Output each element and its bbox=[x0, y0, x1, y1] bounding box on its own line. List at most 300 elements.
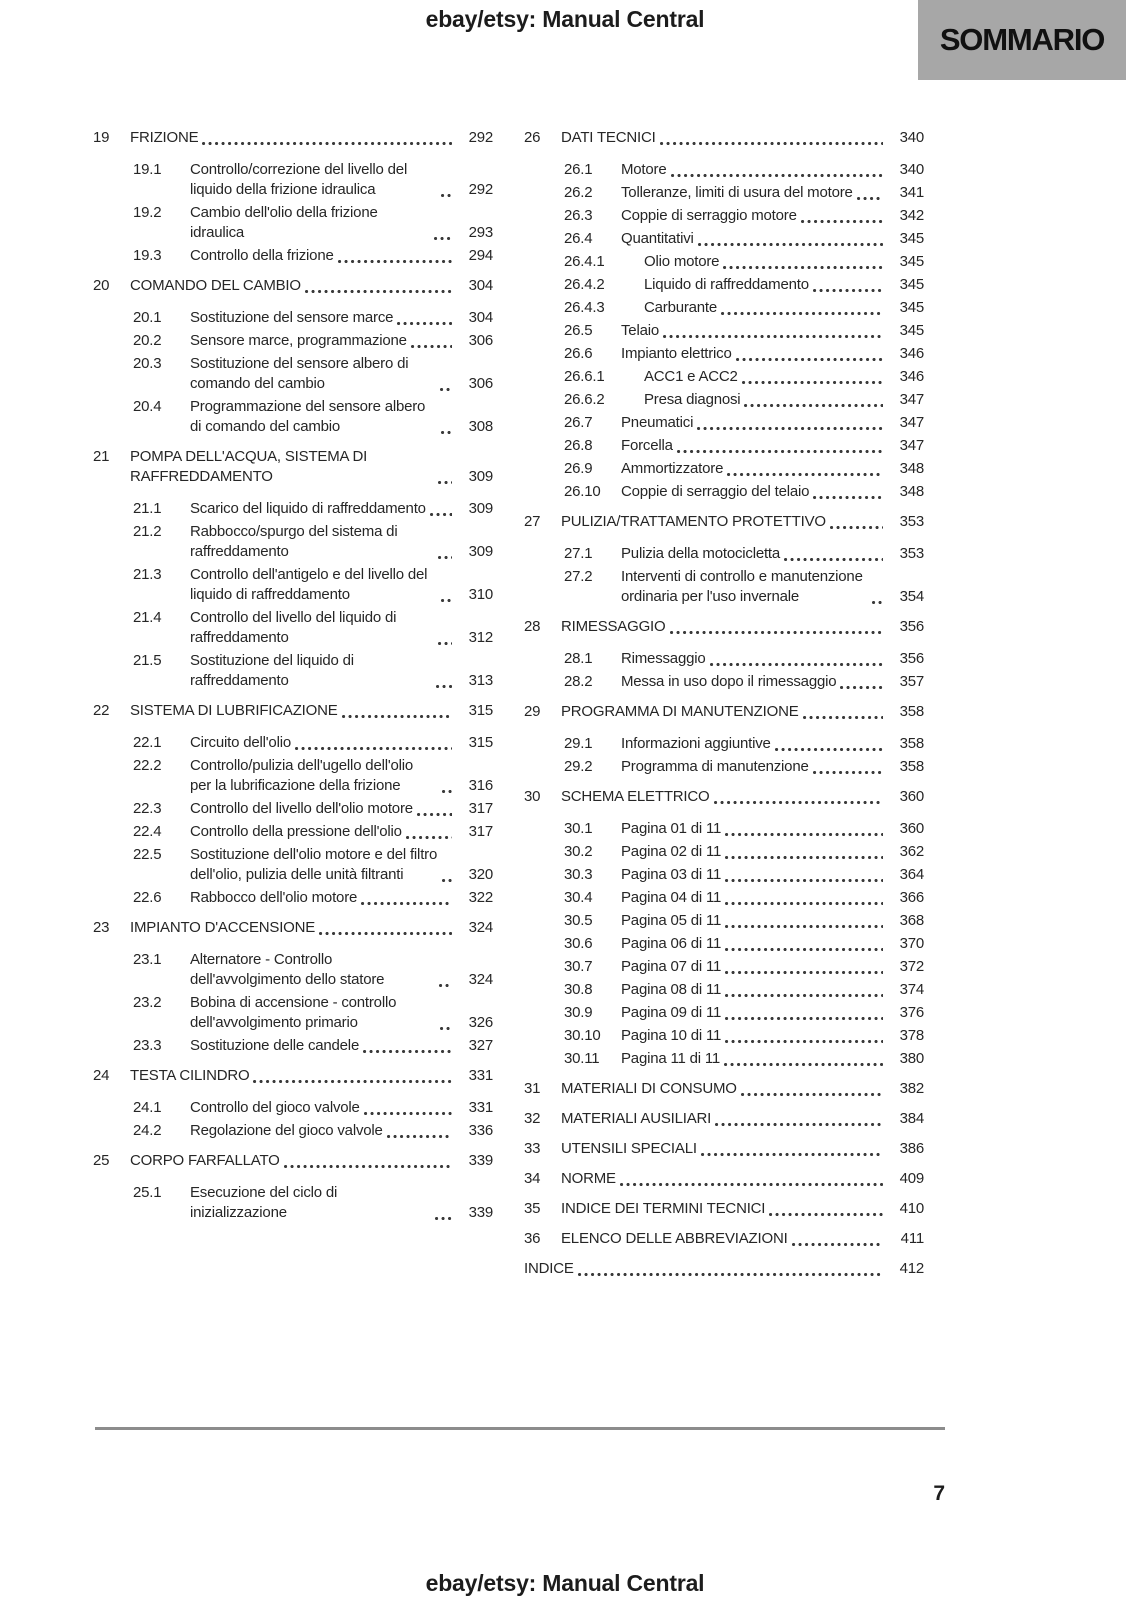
toc-entry bbox=[524, 888, 924, 908]
toc-entry-title: Bobina di accensione - controllo dell'avvolgimento primario bbox=[190, 994, 397, 1031]
toc-entry-page: 347 bbox=[899, 391, 924, 408]
toc-entry-number: 22.3 bbox=[133, 800, 162, 817]
toc-entry-title: Sostituzione del sensore marce bbox=[190, 309, 394, 326]
toc-entry-page: 380 bbox=[899, 1050, 924, 1067]
toc-entry bbox=[524, 649, 924, 669]
toc-entry-title: Pagina 09 di 11 bbox=[621, 1004, 722, 1021]
dot-leader bbox=[721, 311, 883, 316]
dot-leader bbox=[441, 193, 452, 198]
toc-entry-page: 412 bbox=[899, 1260, 924, 1277]
toc-entry-page: 342 bbox=[899, 207, 924, 224]
toc-entry-page: 313 bbox=[468, 672, 493, 689]
toc-entry-title: Controllo del gioco valvole bbox=[190, 1099, 360, 1116]
toc-entry-page: 356 bbox=[899, 618, 924, 635]
toc-entry-title: Rabbocco dell'olio motore bbox=[190, 889, 358, 906]
toc-entry bbox=[93, 1121, 493, 1141]
toc-entry-title: ACC1 e ACC2 bbox=[644, 368, 738, 385]
toc-entry bbox=[93, 499, 493, 519]
toc-entry-title: Pagina 02 di 11 bbox=[621, 843, 722, 860]
toc-entry-title: Sensore marce, programmazione bbox=[190, 332, 407, 349]
toc-entry-page: 326 bbox=[468, 1014, 493, 1031]
toc-entry-title: Motore bbox=[621, 161, 667, 178]
toc-entry-number: 23.2 bbox=[133, 994, 162, 1011]
toc-entry bbox=[93, 522, 493, 562]
toc-entry bbox=[93, 950, 493, 990]
toc-entry-page: 339 bbox=[468, 1204, 493, 1221]
toc-entry bbox=[93, 128, 493, 148]
toc-entry-page: 357 bbox=[899, 673, 924, 690]
dot-leader bbox=[406, 835, 452, 840]
toc-entry bbox=[93, 331, 493, 351]
toc-entry bbox=[524, 183, 924, 203]
toc-entry bbox=[524, 819, 924, 839]
toc-entry-title: Controllo della pressione dell'olio bbox=[190, 823, 402, 840]
dot-leader bbox=[736, 357, 883, 362]
toc-entry-title: Informazioni aggiuntive bbox=[621, 735, 771, 752]
toc-entry-page: 345 bbox=[899, 253, 924, 270]
toc-entry-page: 348 bbox=[899, 483, 924, 500]
toc-entry-page: 327 bbox=[468, 1037, 493, 1054]
toc-entry-title: FRIZIONE bbox=[130, 129, 199, 146]
toc-entry-page: 358 bbox=[899, 758, 924, 775]
toc-entry-number: 30.4 bbox=[564, 889, 593, 906]
toc-entry-number: 24 bbox=[93, 1067, 110, 1084]
toc-entry-page: 374 bbox=[899, 981, 924, 998]
toc-entry-title: POMPA DELL'ACQUA, SISTEMA DI RAFFREDDAMENTO bbox=[130, 448, 368, 485]
toc-entry-number: 20.3 bbox=[133, 355, 162, 372]
toc-entry-number: 19.3 bbox=[133, 247, 162, 264]
toc-entry-page: 331 bbox=[468, 1067, 493, 1084]
dot-leader bbox=[438, 480, 452, 485]
toc-entry-title: Pagina 04 di 11 bbox=[621, 889, 722, 906]
dot-leader bbox=[663, 334, 883, 339]
toc-entry-page: 346 bbox=[899, 345, 924, 362]
dot-leader bbox=[725, 970, 883, 975]
toc-entry bbox=[524, 702, 924, 722]
toc-entry-page: 310 bbox=[468, 586, 493, 603]
dot-leader bbox=[725, 1016, 883, 1021]
toc-entry bbox=[524, 757, 924, 777]
toc-entry-page: 306 bbox=[468, 332, 493, 349]
toc-entry-title: INDICE DEI TERMINI TECNICI bbox=[561, 1200, 766, 1217]
toc-entry bbox=[93, 308, 493, 328]
dot-leader bbox=[792, 1242, 883, 1247]
dot-leader bbox=[436, 684, 452, 689]
toc-entry-title: Rabbocco/spurgo del sistema di raffreddamento bbox=[190, 523, 398, 560]
toc-entry-number: 29 bbox=[524, 703, 541, 720]
toc-entry-title: RIMESSAGGIO bbox=[561, 618, 666, 635]
toc-entry-number: 19.2 bbox=[133, 204, 162, 221]
dot-leader bbox=[769, 1212, 883, 1217]
dot-leader bbox=[417, 812, 452, 817]
toc-entry-number: 30.8 bbox=[564, 981, 593, 998]
toc-entry-page: 309 bbox=[468, 468, 493, 485]
toc-entry-number: 31 bbox=[524, 1080, 541, 1097]
dot-leader bbox=[441, 430, 452, 435]
toc-right-column bbox=[524, 128, 924, 1282]
dot-leader bbox=[714, 800, 884, 805]
toc-entry bbox=[93, 756, 493, 796]
toc-entry bbox=[524, 544, 924, 564]
toc-entry bbox=[524, 512, 924, 532]
toc-entry-title: MATERIALI DI CONSUMO bbox=[561, 1080, 737, 1097]
toc-entry bbox=[524, 1169, 924, 1189]
toc-entry bbox=[524, 865, 924, 885]
sommario-tab bbox=[918, 0, 1126, 80]
toc-entry bbox=[524, 436, 924, 456]
toc-entry-number: 29.1 bbox=[564, 735, 593, 752]
dot-leader bbox=[701, 1152, 883, 1157]
toc-entry-title: UTENSILI SPECIALI bbox=[561, 1140, 697, 1157]
toc-entry-page: 384 bbox=[899, 1110, 924, 1127]
dot-leader bbox=[440, 387, 452, 392]
dot-leader bbox=[677, 449, 883, 454]
toc-entry-page: 354 bbox=[899, 588, 924, 605]
table-of-contents bbox=[93, 128, 924, 1282]
toc-entry-page: 348 bbox=[899, 460, 924, 477]
toc-entry bbox=[524, 617, 924, 637]
toc-entry-page: 324 bbox=[468, 971, 493, 988]
toc-entry-page: 372 bbox=[899, 958, 924, 975]
toc-entry-page: 366 bbox=[899, 889, 924, 906]
toc-entry-title: TESTA CILINDRO bbox=[130, 1067, 250, 1084]
toc-entry-page: 386 bbox=[899, 1140, 924, 1157]
dot-leader bbox=[397, 321, 452, 326]
toc-entry-number: 30.6 bbox=[564, 935, 593, 952]
toc-entry-number: 19 bbox=[93, 129, 110, 146]
toc-entry-number: 25.1 bbox=[133, 1184, 162, 1201]
toc-entry bbox=[524, 1199, 924, 1219]
toc-entry-title: Controllo della frizione bbox=[190, 247, 334, 264]
dot-leader bbox=[295, 746, 452, 751]
toc-entry-page: 315 bbox=[468, 734, 493, 751]
toc-entry-page: 292 bbox=[468, 129, 493, 146]
toc-entry-title: COMANDO DEL CAMBIO bbox=[130, 277, 301, 294]
dot-leader bbox=[725, 832, 883, 837]
toc-entry bbox=[93, 1066, 493, 1086]
dot-leader bbox=[784, 557, 883, 562]
toc-entry-page: 340 bbox=[899, 161, 924, 178]
toc-entry-number: 22.4 bbox=[133, 823, 162, 840]
toc-entry-number: 26.1 bbox=[564, 161, 593, 178]
toc-entry-number: 24.1 bbox=[133, 1099, 162, 1116]
toc-entry-page: 346 bbox=[899, 368, 924, 385]
toc-entry-number: 21.4 bbox=[133, 609, 162, 626]
toc-entry-number: 26.10 bbox=[564, 483, 601, 500]
toc-entry-number: 26.4.2 bbox=[564, 276, 605, 293]
toc-entry bbox=[93, 845, 493, 885]
toc-entry-title: Rimessaggio bbox=[621, 650, 706, 667]
toc-entry-page: 353 bbox=[899, 545, 924, 562]
toc-entry bbox=[524, 229, 924, 249]
toc-entry-title: Circuito dell'olio bbox=[190, 734, 291, 751]
toc-entry bbox=[93, 701, 493, 721]
footer-rule bbox=[95, 1427, 945, 1430]
toc-entry-title: SISTEMA DI LUBRIFICAZIONE bbox=[130, 702, 338, 719]
toc-entry bbox=[93, 1183, 493, 1223]
toc-entry-number: 28.2 bbox=[564, 673, 593, 690]
toc-entry-title: SCHEMA ELETTRICO bbox=[561, 788, 710, 805]
toc-entry-page: 320 bbox=[468, 866, 493, 883]
toc-entry-number: 26.4 bbox=[564, 230, 593, 247]
toc-entry-title: Sostituzione delle candele bbox=[190, 1037, 360, 1054]
dot-leader bbox=[830, 525, 883, 530]
toc-entry-number: 23 bbox=[93, 919, 110, 936]
toc-entry-number: 26.5 bbox=[564, 322, 593, 339]
dot-leader bbox=[775, 747, 883, 752]
toc-entry bbox=[524, 567, 924, 607]
toc-entry bbox=[524, 298, 924, 318]
toc-entry-title: Olio motore bbox=[644, 253, 720, 270]
dot-leader bbox=[342, 714, 452, 719]
toc-entry-number: 22.1 bbox=[133, 734, 162, 751]
toc-entry-number: 30.5 bbox=[564, 912, 593, 929]
dot-leader bbox=[725, 878, 883, 883]
toc-entry-title: Controllo/pulizia dell'ugello dell'olio per la lubrificazione della frizione bbox=[190, 757, 414, 794]
dot-leader bbox=[435, 1216, 452, 1221]
toc-entry-title: Forcella bbox=[621, 437, 673, 454]
toc-entry-title: Pagina 01 di 11 bbox=[621, 820, 722, 837]
toc-entry-number: 34 bbox=[524, 1170, 541, 1187]
toc-entry bbox=[524, 734, 924, 754]
toc-entry-number: 26.8 bbox=[564, 437, 593, 454]
dot-leader bbox=[872, 600, 883, 605]
toc-entry-title: Quantitativi bbox=[621, 230, 694, 247]
toc-entry-title: Sostituzione del sensore albero di comando del cambio bbox=[190, 355, 409, 392]
dot-leader bbox=[725, 947, 883, 952]
toc-entry bbox=[524, 911, 924, 931]
toc-entry bbox=[524, 252, 924, 272]
toc-entry-number: 28 bbox=[524, 618, 541, 635]
toc-entry-title: Programmazione del sensore albero di comando del cambio bbox=[190, 398, 426, 435]
toc-entry bbox=[524, 160, 924, 180]
toc-entry-title: Pneumatici bbox=[621, 414, 694, 431]
dot-leader bbox=[430, 512, 452, 517]
toc-entry-title: Pagina 06 di 11 bbox=[621, 935, 722, 952]
toc-entry-number: 21.2 bbox=[133, 523, 162, 540]
dot-leader bbox=[725, 924, 883, 929]
toc-entry-page: 356 bbox=[899, 650, 924, 667]
dot-leader bbox=[364, 1111, 452, 1116]
toc-entry bbox=[524, 1139, 924, 1159]
toc-entry-page: 339 bbox=[468, 1152, 493, 1169]
toc-entry-title: Programma di manutenzione bbox=[621, 758, 809, 775]
toc-entry-title: Cambio dell'olio della frizione idraulica bbox=[190, 204, 378, 241]
toc-entry-title: Alternatore - Controllo dell'avvolgimento dello statore bbox=[190, 951, 385, 988]
toc-entry-title: IMPIANTO D'ACCENSIONE bbox=[130, 919, 316, 936]
toc-entry bbox=[93, 565, 493, 605]
dot-leader bbox=[442, 789, 452, 794]
toc-entry-number: 30.1 bbox=[564, 820, 593, 837]
toc-entry-page: 378 bbox=[899, 1027, 924, 1044]
dot-leader bbox=[710, 662, 883, 667]
dot-leader bbox=[801, 219, 883, 224]
toc-entry bbox=[93, 276, 493, 296]
toc-entry-number: 26.6.2 bbox=[564, 391, 605, 408]
dot-leader bbox=[442, 878, 452, 883]
toc-entry-number: 30.9 bbox=[564, 1004, 593, 1021]
dot-leader bbox=[724, 1062, 883, 1067]
toc-entry bbox=[93, 888, 493, 908]
toc-entry-title: ELENCO DELLE ABBREVIAZIONI bbox=[561, 1230, 788, 1247]
dot-leader bbox=[813, 495, 883, 500]
toc-entry bbox=[524, 206, 924, 226]
toc-entry-title: Pulizia della motocicletta bbox=[621, 545, 781, 562]
toc-entry bbox=[524, 1003, 924, 1023]
toc-entry-number: 26.7 bbox=[564, 414, 593, 431]
toc-entry-page: 309 bbox=[468, 543, 493, 560]
toc-entry-number: 26.6.1 bbox=[564, 368, 605, 385]
dot-leader bbox=[840, 685, 883, 690]
toc-entry-page: 316 bbox=[468, 777, 493, 794]
toc-entry-number: 30 bbox=[524, 788, 541, 805]
toc-entry-page: 382 bbox=[899, 1080, 924, 1097]
toc-entry-page: 345 bbox=[899, 322, 924, 339]
dot-leader bbox=[202, 141, 452, 146]
toc-entry-page: 410 bbox=[899, 1200, 924, 1217]
toc-entry bbox=[524, 842, 924, 862]
toc-entry-title: Regolazione del gioco valvole bbox=[190, 1122, 383, 1139]
toc-entry-title: Liquido di raffreddamento bbox=[644, 276, 809, 293]
toc-entry-title: Impianto elettrico bbox=[621, 345, 732, 362]
toc-entry-number: 23.3 bbox=[133, 1037, 162, 1054]
toc-entry-page: 304 bbox=[468, 277, 493, 294]
toc-entry-page: 347 bbox=[899, 437, 924, 454]
toc-entry-page: 340 bbox=[899, 129, 924, 146]
toc-entry-page: 341 bbox=[899, 184, 924, 201]
dot-leader bbox=[253, 1079, 452, 1084]
toc-entry-page: 345 bbox=[899, 276, 924, 293]
toc-entry-page: 292 bbox=[468, 181, 493, 198]
toc-entry-number: 26.4.3 bbox=[564, 299, 605, 316]
toc-entry-number: 28.1 bbox=[564, 650, 593, 667]
document-title-footer: ebay/etsy: Manual Central bbox=[425, 1570, 705, 1596]
dot-leader bbox=[439, 983, 452, 988]
toc-entry bbox=[93, 1036, 493, 1056]
toc-entry-number: 24.2 bbox=[133, 1122, 162, 1139]
toc-entry bbox=[524, 787, 924, 807]
toc-entry-page: 353 bbox=[899, 513, 924, 530]
toc-entry bbox=[524, 934, 924, 954]
toc-entry-number: 21 bbox=[93, 448, 110, 465]
toc-entry bbox=[93, 651, 493, 691]
toc-entry-number: 22.2 bbox=[133, 757, 162, 774]
toc-entry bbox=[524, 672, 924, 692]
toc-entry-number: 20.4 bbox=[133, 398, 162, 415]
toc-entry-title: Sostituzione del liquido di raffreddamento bbox=[190, 652, 354, 689]
toc-entry bbox=[524, 482, 924, 502]
toc-entry-page: 317 bbox=[468, 823, 493, 840]
toc-entry-number: 21.1 bbox=[133, 500, 162, 517]
toc-entry-title: Messa in uso dopo il rimessaggio bbox=[621, 673, 837, 690]
toc-entry-title: Coppie di serraggio del telaio bbox=[621, 483, 810, 500]
toc-entry-number: 21.5 bbox=[133, 652, 162, 669]
toc-entry-page: 409 bbox=[899, 1170, 924, 1187]
dot-leader bbox=[363, 1049, 452, 1054]
toc-entry-number: 33 bbox=[524, 1140, 541, 1157]
toc-entry-title: Pagina 11 di 11 bbox=[621, 1050, 721, 1067]
dot-leader bbox=[857, 196, 883, 201]
toc-entry-title: PROGRAMMA DI MANUTENZIONE bbox=[561, 703, 799, 720]
toc-entry-number: 22.5 bbox=[133, 846, 162, 863]
toc-entry-number: 27.2 bbox=[564, 568, 593, 585]
toc-entry-number: 36 bbox=[524, 1230, 541, 1247]
dot-leader bbox=[338, 259, 452, 264]
toc-entry bbox=[524, 128, 924, 148]
toc-entry-title: Pagina 07 di 11 bbox=[621, 958, 722, 975]
dot-leader bbox=[441, 598, 452, 603]
toc-entry-page: 304 bbox=[468, 309, 493, 326]
toc-entry-number: 25 bbox=[93, 1152, 110, 1169]
toc-entry-title: Controllo del livello dell'olio motore bbox=[190, 800, 413, 817]
toc-entry-number: 21.3 bbox=[133, 566, 162, 583]
dot-leader bbox=[411, 344, 452, 349]
toc-entry bbox=[93, 1098, 493, 1118]
toc-entry-title: Sostituzione dell'olio motore e del filtro dell'olio, pulizia delle unità filtranti bbox=[190, 846, 438, 883]
dot-leader bbox=[671, 173, 884, 178]
toc-entry-number: 27 bbox=[524, 513, 541, 530]
toc-entry bbox=[524, 367, 924, 387]
toc-entry-title: INDICE bbox=[524, 1260, 574, 1277]
toc-entry-page: 358 bbox=[899, 703, 924, 720]
toc-entry-number: 26 bbox=[524, 129, 541, 146]
toc-entry bbox=[524, 344, 924, 364]
toc-entry-page: 294 bbox=[468, 247, 493, 264]
toc-entry bbox=[524, 1049, 924, 1069]
toc-entry-page: 360 bbox=[899, 820, 924, 837]
toc-entry bbox=[524, 390, 924, 410]
toc-entry-title: NORME bbox=[561, 1170, 616, 1187]
toc-entry-page: 358 bbox=[899, 735, 924, 752]
dot-leader bbox=[387, 1134, 452, 1139]
dot-leader bbox=[438, 555, 452, 560]
toc-entry bbox=[524, 1259, 924, 1279]
dot-leader bbox=[727, 472, 883, 477]
toc-entry-page: 345 bbox=[899, 230, 924, 247]
toc-entry-page: 411 bbox=[900, 1230, 924, 1247]
dot-leader bbox=[670, 630, 884, 635]
dot-leader bbox=[305, 289, 452, 294]
dot-leader bbox=[803, 715, 883, 720]
toc-entry bbox=[93, 447, 493, 487]
dot-leader bbox=[438, 641, 452, 646]
dot-leader bbox=[434, 236, 452, 241]
toc-entry-page: 376 bbox=[899, 1004, 924, 1021]
dot-leader bbox=[813, 770, 883, 775]
toc-entry bbox=[93, 799, 493, 819]
toc-entry-page: 362 bbox=[899, 843, 924, 860]
toc-entry-number: 30.2 bbox=[564, 843, 593, 860]
toc-entry-number: 26.4.1 bbox=[564, 253, 605, 270]
toc-entry-title: Carburante bbox=[644, 299, 718, 316]
toc-entry-number: 20 bbox=[93, 277, 110, 294]
toc-entry bbox=[93, 354, 493, 394]
toc-entry-page: 370 bbox=[899, 935, 924, 952]
toc-entry-number: 22.6 bbox=[133, 889, 162, 906]
toc-entry-page: 322 bbox=[468, 889, 493, 906]
dot-leader bbox=[698, 242, 883, 247]
toc-entry-number: 29.2 bbox=[564, 758, 593, 775]
toc-entry bbox=[524, 459, 924, 479]
toc-entry-page: 315 bbox=[468, 702, 493, 719]
dot-leader bbox=[744, 403, 883, 408]
toc-entry-page: 308 bbox=[468, 418, 493, 435]
toc-entry-number: 35 bbox=[524, 1200, 541, 1217]
toc-entry-number: 32 bbox=[524, 1110, 541, 1127]
toc-entry-number: 26.2 bbox=[564, 184, 593, 201]
toc-entry-title: Interventi di controllo e manutenzione ordinaria per l'uso invernale bbox=[621, 568, 863, 605]
toc-entry bbox=[93, 822, 493, 842]
